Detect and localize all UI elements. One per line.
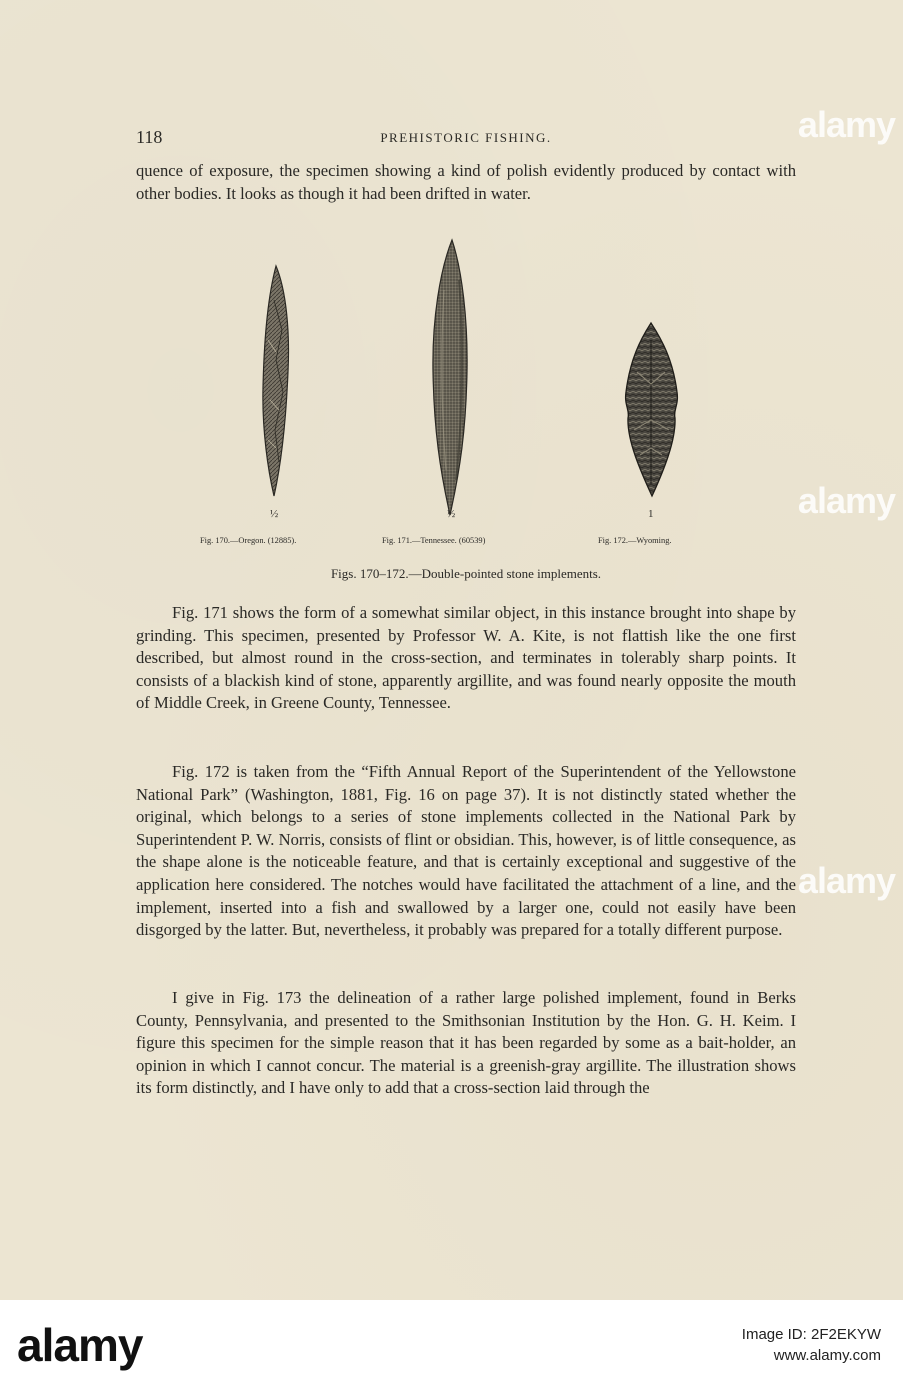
page-number: 118 <box>136 127 163 147</box>
body-paragraph: Fig. 171 shows the form of a somewhat similar object, in this instance brought into shape by grinding. This specimen, presented by Professor W. A. Kite, is not flattish like the one first described, but almost round in the cross-section, and terminates in tolerably sharp points. It consists of a blackish kind of stone, apparently argillite, and was found nearly opposite the mouth of Middle Creek, in Greene County, Tennessee. <box>136 603 796 713</box>
scale-mark: ½ <box>447 508 456 520</box>
alamy-watermark: alamy <box>797 480 895 521</box>
running-head: PREHISTORIC FISHING. <box>380 130 552 145</box>
body-paragraph: I give in Fig. 173 the delineation of a rather large polished implement, found in Berks County, Pennsylvania, and presented to the Smithsonian Institution by the Hon. G. H. Keim. I figure this specimen for the simple reason that it has been regarded by some as a bait-holder, an opinion in which I cannot concur. The material is a greenish-gray argillite. The illustration shows its form distinctly, and I have only to add that a cross-section laid through the <box>136 988 796 1098</box>
figure-171-tennessee-stone <box>433 240 467 515</box>
figure-label: Fig. 170.—Oregon. (12885). <box>200 536 297 545</box>
scale-mark: 1 <box>648 508 654 520</box>
alamy-watermark: alamy <box>797 860 895 901</box>
figure-caption: Figs. 170–172.—Double-pointed stone implements. <box>330 566 602 581</box>
alamy-logo: alamy <box>17 1319 143 1371</box>
scale-mark: ½ <box>270 508 279 520</box>
image-id: Image ID: 2F2EKYW <box>741 1326 881 1343</box>
figure-172-wyoming-stone <box>626 323 678 496</box>
figure-label: Fig. 171.—Tennessee. (60539) <box>382 536 486 545</box>
body-paragraph: quence of exposure, the specimen showing a kind of polish evidently produced by contact with other bodies. It looks as though it had been drifted in water. <box>136 161 796 203</box>
body-paragraph: Fig. 172 is taken from the “Fifth Annual Report of the Superintendent of the Yellowstone National Park” (Washington, 1881, Fig. 16 on page 37). It is not distinctly stated whether the original, which belongs to a series of stone implements collected in the National Park by Superintendent P. W. Norris, consists of flint or obsidian. This, however, is of little consequence, as the shape alone is the noticeable feature, and that is certainly exceptional and suggestive of the application here considered. The notches would have facilitated the attachment of a line, and the implement, inserted into a fish and swallowed by a larger one, could not easily have been disgorged by the latter. But, nevertheless, it probably was prepared for a totally different purpose. <box>136 762 796 940</box>
site-url: www.alamy.com <box>773 1347 881 1364</box>
image-id-block <box>742 1324 881 1366</box>
alamy-watermark: alamy <box>797 104 895 145</box>
figure-label: Fig. 172.—Wyoming. <box>598 536 672 545</box>
figure-170-oregon-stone <box>263 266 289 496</box>
